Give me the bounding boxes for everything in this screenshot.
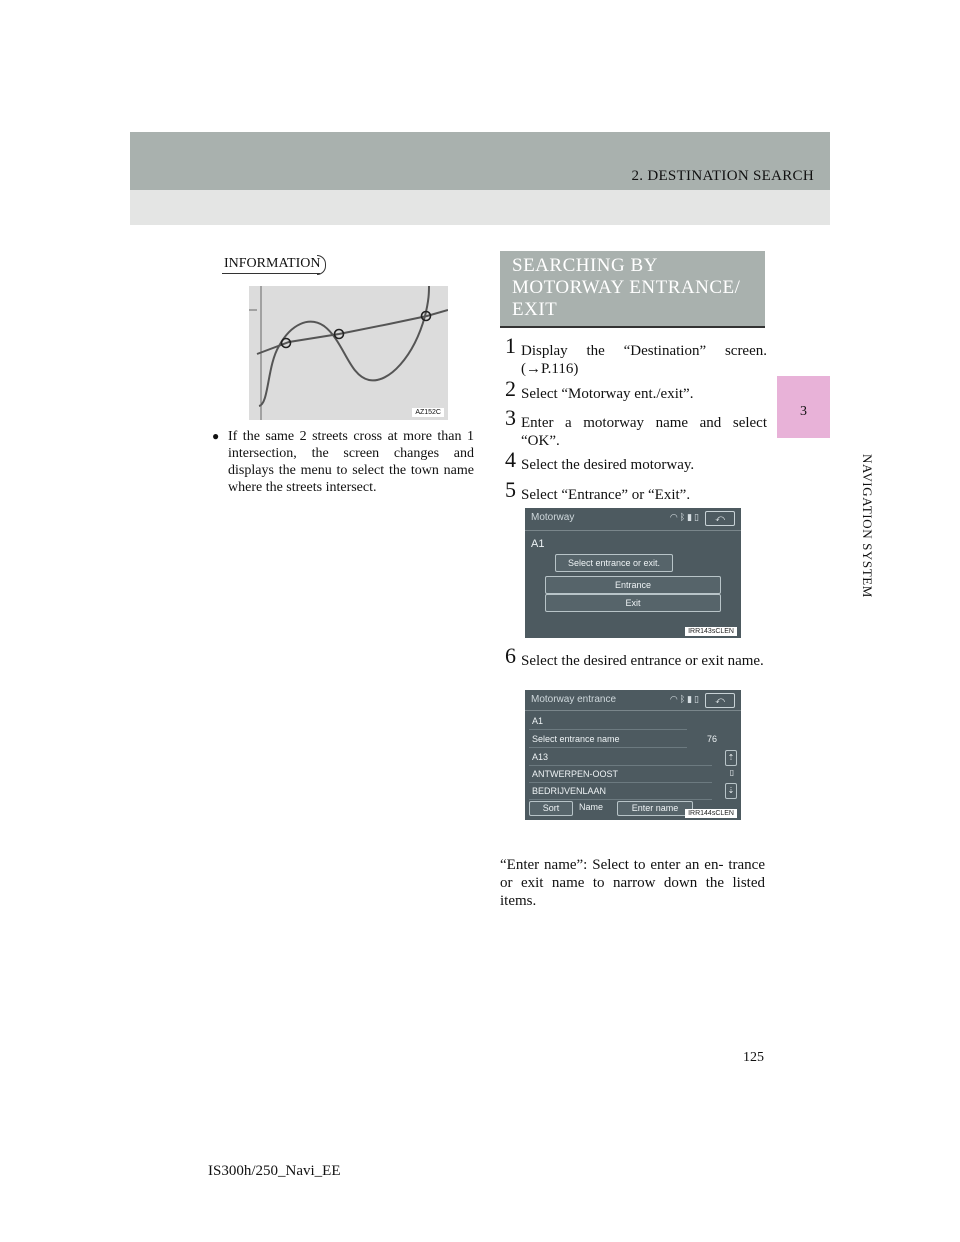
screen-title: Motorway entrance bbox=[531, 694, 617, 705]
back-button[interactable] bbox=[705, 511, 735, 526]
figure-code: AZ152C bbox=[412, 408, 444, 417]
information-bullet-text: If the same 2 streets cross at more than 1 intersection, the screen changes and displays the menu to select the town name where the streets intersect. bbox=[228, 429, 474, 495]
intersection-figure bbox=[249, 286, 448, 420]
section-heading-line: EXIT bbox=[512, 299, 558, 320]
battery-icon: ▯ bbox=[694, 512, 701, 522]
step-6 bbox=[505, 643, 767, 670]
information-rule bbox=[222, 273, 320, 274]
arrow-down-icon: ⇣ bbox=[727, 786, 735, 795]
chapter-number: 3 bbox=[800, 404, 807, 419]
header-band bbox=[130, 132, 830, 190]
bullet-icon: ● bbox=[212, 429, 220, 443]
step-number: 1 bbox=[505, 333, 516, 358]
section-heading bbox=[512, 255, 740, 321]
sort-mode-label: Name bbox=[579, 802, 604, 812]
back-button[interactable] bbox=[705, 693, 735, 708]
step-4 bbox=[505, 447, 767, 474]
step-3 bbox=[505, 405, 767, 450]
step-5 bbox=[505, 477, 767, 504]
street-line-2 bbox=[259, 286, 429, 406]
back-arrow-icon: ⤺ bbox=[715, 513, 725, 523]
step-text: Display the “Destination” screen. (→P.116) bbox=[521, 343, 767, 377]
screenshot-code: IRR144sCLEN bbox=[685, 809, 737, 818]
header-subband bbox=[130, 190, 830, 225]
step-2 bbox=[505, 376, 767, 403]
step-number: 6 bbox=[505, 643, 516, 668]
chapter-label: NAVIGATION SYSTEM bbox=[860, 454, 875, 598]
step-number: 4 bbox=[505, 447, 516, 472]
step-text: Select “Motorway ent./exit”. bbox=[521, 386, 694, 402]
enter-name-button[interactable]: Enter name bbox=[617, 801, 693, 816]
item-count: 76 bbox=[707, 734, 718, 744]
wifi-icon: ◠ bbox=[669, 694, 680, 704]
section-heading-box bbox=[500, 251, 765, 326]
step-text: Enter a motorway name and select “OK”. bbox=[521, 415, 767, 449]
signal-icon: ▮ bbox=[687, 512, 695, 522]
entrance-button[interactable]: Entrance bbox=[545, 576, 721, 594]
intersection-curves bbox=[249, 286, 448, 420]
motorway-entrance-screen bbox=[525, 690, 741, 820]
information-bullet bbox=[212, 428, 474, 496]
chapter-tab bbox=[777, 376, 830, 438]
information-label: INFORMATION bbox=[224, 256, 321, 271]
motorway-field: A1 bbox=[531, 538, 545, 550]
back-arrow-icon: ⤺ bbox=[715, 695, 725, 705]
select-entrance-exit-prompt: Select entrance or exit. bbox=[555, 554, 673, 572]
signal-icon: ▮ bbox=[687, 694, 695, 704]
section-heading-line: MOTORWAY ENTRANCE/ bbox=[512, 277, 741, 298]
list-header: Select entrance name bbox=[529, 731, 687, 748]
list-item[interactable]: BEDRIJVENLAAN bbox=[529, 783, 712, 800]
footer-code: IS300h/250_Navi_EE bbox=[208, 1163, 341, 1179]
scrollbar[interactable] bbox=[727, 766, 737, 780]
motorway-field: A1 bbox=[529, 713, 687, 730]
page-number: 125 bbox=[743, 1050, 764, 1065]
step-text: Select the desired motorway. bbox=[521, 457, 695, 473]
step-number: 2 bbox=[505, 376, 516, 401]
bluetooth-icon: ᛒ bbox=[679, 694, 688, 704]
scroll-thumb-icon: ▯ bbox=[729, 768, 735, 777]
exit-button[interactable]: Exit bbox=[545, 594, 721, 612]
list-item[interactable]: ANTWERPEN-OOST bbox=[529, 766, 712, 783]
step-text: Select “Entrance” or “Exit”. bbox=[521, 487, 691, 503]
scroll-up-button[interactable] bbox=[725, 750, 737, 766]
step-text: Select the desired entrance or exit name. bbox=[521, 653, 764, 669]
arrow-up-icon: ⇡ bbox=[727, 753, 735, 762]
chapter-label-vertical bbox=[783, 446, 875, 606]
section-heading-rule bbox=[500, 326, 765, 328]
screen-title: Motorway bbox=[531, 512, 575, 523]
sort-button[interactable]: Sort bbox=[529, 801, 573, 816]
bluetooth-icon: ᛒ bbox=[679, 512, 688, 522]
section-header-title: 2. DESTINATION SEARCH bbox=[631, 168, 814, 184]
step-1 bbox=[505, 333, 767, 378]
step-number: 3 bbox=[505, 405, 516, 430]
step-number: 5 bbox=[505, 477, 516, 502]
section-heading-line: SEARCHING BY bbox=[512, 255, 658, 276]
status-icons bbox=[670, 694, 701, 705]
status-icons bbox=[670, 512, 701, 523]
enter-name-description: “Enter name”: Select to enter an en- trance or exit name to narrow down the listed items. bbox=[500, 857, 765, 909]
screenshot-code: IRR143sCLEN bbox=[685, 627, 737, 636]
wifi-icon: ◠ bbox=[669, 512, 680, 522]
motorway-screen bbox=[525, 508, 741, 638]
battery-icon: ▯ bbox=[694, 694, 701, 704]
scroll-down-button[interactable] bbox=[725, 783, 737, 799]
list-item[interactable]: A13 bbox=[529, 749, 712, 766]
